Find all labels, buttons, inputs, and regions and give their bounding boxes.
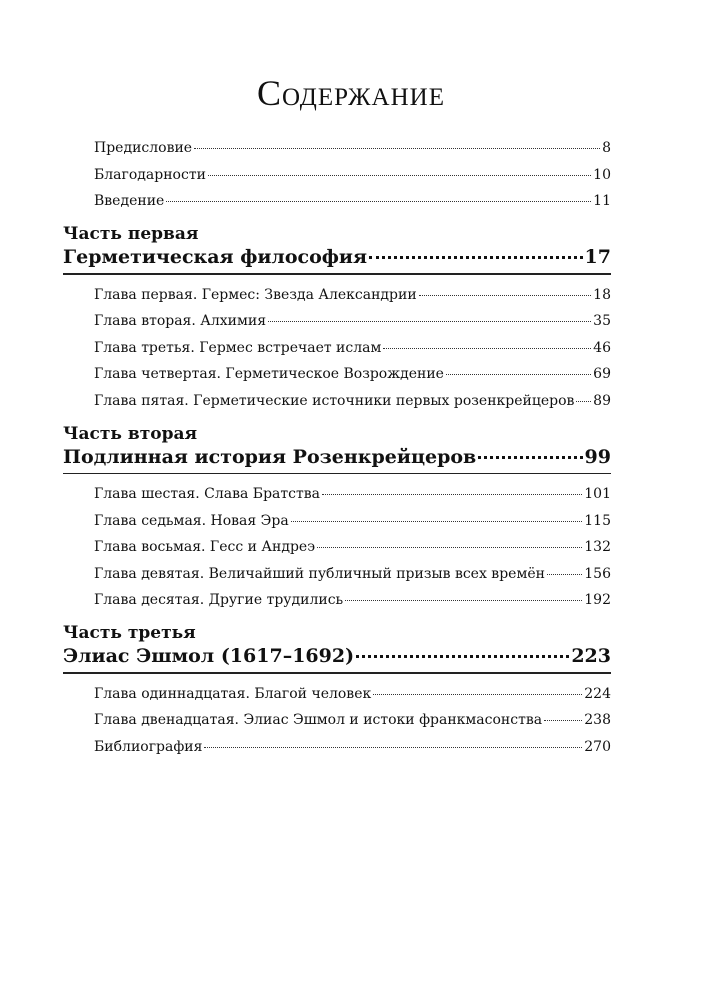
page-title: Содержание [256, 73, 445, 113]
dot-leader [208, 174, 591, 176]
toc-entry-label: Глава шестая. Слава Братства [94, 486, 320, 502]
part-heading[interactable] [63, 445, 611, 469]
toc-entry-label: Глава девятая. Величайший публичный призыв всех времён [94, 565, 545, 582]
dot-leader [322, 493, 582, 495]
dot-leader [204, 746, 582, 748]
toc-entry-bibliography[interactable] [63, 739, 611, 755]
part-page: 99 [584, 445, 611, 468]
toc-entry-chapter[interactable] [63, 539, 611, 555]
dot-leader [194, 147, 600, 149]
dot-leader [166, 200, 591, 202]
part-title: Элиас Эшмол (1617–1692) [63, 645, 355, 667]
toc-entry-page: 156 [584, 565, 611, 582]
toc-entry-label: Глава одиннадцатая. Благой человек [94, 685, 372, 702]
toc-entry-page: 35 [593, 313, 611, 329]
part-divider [63, 273, 611, 275]
part-3 [63, 622, 611, 755]
toc-entry-page: 46 [593, 339, 611, 356]
toc-entry-label: Глава первая. Гермес: Звезда Александрии [94, 286, 417, 303]
part-label: Часть вторая [63, 423, 198, 444]
toc-entry-chapter[interactable] [63, 313, 611, 329]
dot-leader [268, 320, 591, 322]
toc-entry-chapter[interactable] [63, 686, 611, 702]
toc-entry-acknowledgements[interactable] [63, 167, 611, 183]
dot-leader [373, 693, 582, 695]
toc-entry-chapter[interactable] [63, 366, 611, 382]
dot-leader [291, 520, 583, 522]
toc-entry-chapter[interactable] [63, 287, 611, 303]
toc-entry-page: 8 [602, 140, 611, 156]
part-title: Подлинная история Розенкрейцеров [63, 445, 477, 468]
part-heading[interactable] [63, 245, 611, 269]
part-label: Часть третья [63, 623, 196, 643]
dot-leader [356, 654, 569, 658]
part-divider [63, 672, 611, 674]
toc-entry-page: 69 [593, 366, 611, 382]
toc-entry-label: Глава двенадцатая. Элиас Эшмол и истоки франкмасонства [94, 712, 543, 728]
front-matter [63, 140, 611, 209]
dot-leader [446, 373, 591, 375]
toc-entry-chapter[interactable] [63, 513, 611, 529]
toc-entry-label: Глава десятая. Другие трудились [94, 592, 344, 608]
toc-entry-label: Библиография [94, 738, 203, 755]
dot-leader [345, 599, 582, 601]
part-page: 223 [571, 645, 611, 667]
dot-leader [576, 400, 591, 402]
part-1 [63, 223, 611, 409]
dot-leader [547, 573, 582, 575]
toc-entry-chapter[interactable] [63, 592, 611, 608]
toc-entry-page: 115 [584, 512, 611, 529]
dot-leader [544, 719, 582, 721]
toc-entry-chapter[interactable] [63, 566, 611, 582]
toc-entry-page: 192 [584, 592, 611, 608]
dot-leader [317, 546, 582, 548]
toc-entry-chapter[interactable] [63, 393, 611, 409]
dot-leader [419, 294, 592, 296]
part-title: Герметическая философия [63, 246, 367, 268]
table-of-contents [63, 140, 611, 767]
toc-entry-page: 18 [593, 286, 611, 303]
toc-entry-page: 132 [584, 539, 611, 555]
toc-entry-page: 89 [593, 392, 611, 409]
part-divider [63, 473, 611, 475]
toc-entry-label: Благодарности [94, 166, 206, 183]
part-label: Часть первая [63, 224, 199, 244]
toc-entry-page: 11 [593, 193, 611, 209]
dot-leader [383, 347, 591, 349]
toc-entry-chapter[interactable] [63, 486, 611, 502]
toc-entry-preface[interactable] [63, 140, 611, 156]
toc-entry-label: Предисловие [94, 140, 193, 156]
part-2 [63, 423, 611, 609]
toc-entry-page: 238 [584, 712, 611, 728]
dot-leader [369, 255, 583, 259]
toc-entry-label: Введение [94, 193, 165, 209]
dot-leader [478, 455, 582, 459]
part-heading[interactable] [63, 644, 611, 668]
part-page: 17 [584, 246, 611, 268]
toc-entry-chapter[interactable] [63, 712, 611, 728]
toc-entry-page: 224 [584, 685, 611, 702]
toc-entry-page: 10 [593, 166, 611, 183]
toc-entry-label: Глава восьмая. Гесс и Андреэ [94, 539, 316, 555]
toc-entry-label: Глава третья. Гермес встречает ислам [94, 339, 382, 356]
toc-entry-label: Глава четвертая. Герметическое Возрождение [94, 366, 444, 382]
toc-entry-label: Глава вторая. Алхимия [94, 313, 267, 329]
toc-entry-label: Глава пятая. Герметические источники первых розенкрейцеров [94, 392, 575, 409]
toc-entry-label: Глава седьмая. Новая Эра [94, 512, 289, 529]
toc-entry-chapter[interactable] [63, 340, 611, 356]
toc-entry-introduction[interactable] [63, 193, 611, 209]
toc-entry-page: 101 [584, 486, 611, 502]
toc-entry-page: 270 [584, 738, 611, 755]
